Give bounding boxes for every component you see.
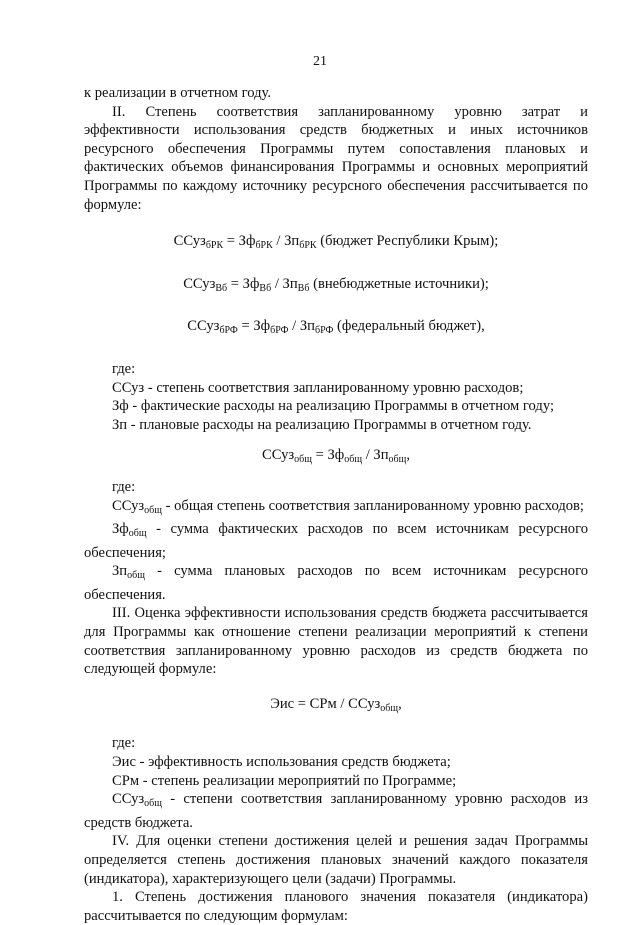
formula-brf: ССуз$_{бРФ}$ = $Зф_{бРФ} / Зп_{бРФ}$ (федеральный бюджет), <box>187 318 485 337</box>
section-4-paragraph: IV. Для оценки степени достижения целей и решения задач Программы определяется степень достижения плановых значений каждого показателя (индикатора), характеризующего цели (задачи) Программы. <box>84 833 588 887</box>
formula-vb: ССуз$_{Вб}$ = $Зф_{Вб} / Зп_{Вб}$ (внебюджетные источники); <box>183 275 489 294</box>
formula-brk: ССуз$_{бРК}$ = $Зф_{бРК} / Зп_{бРК}$ (бюджет Республики Крым); <box>173 233 499 252</box>
definition-ssuz: ССуз - степень соответствия запланированному уровню расходов; <box>112 379 524 396</box>
where-label-2: где: <box>112 478 136 495</box>
page-number: 21 <box>313 54 327 69</box>
formula-eis: Эис = СРм / ССуз$_{общ}$, <box>270 695 402 714</box>
definition-ssuz-budget: ССуз$_{общ}$ - степени соответствия запланированному уровню расходов из средств бюджета. <box>84 791 588 831</box>
section-3-paragraph: III. Оценка эффективности использования средств бюджета рассчитывается для Программы как отношение степени реализации мероприятий к степени соответствия запланированному уровню расходов из средств бюджета по следующей формуле: <box>84 605 588 678</box>
definition-eis: Эис - эффективность использования средств бюджета; <box>112 754 451 771</box>
formula-total: ССуз$_{общ}$ = $Зф_{общ} / Зп_{общ}$, <box>262 447 410 466</box>
definition-ssuz-total: ССуз$_{общ}$ - общая степень соответствия запланированному уровню расходов; <box>112 497 584 516</box>
intro-line: к реализации в отчетном году. <box>84 85 272 101</box>
definition-zf-total: $Зф_{общ}$ - сумма фактических расходов по всем источникам ресурсного обеспечения; <box>84 521 588 561</box>
where-label-3: где: <box>112 735 136 752</box>
section-2-paragraph: II. Степень соответствия запланированному уровню затрат и эффективности использования средств бюджетных и иных источников ресурсного обеспечения Программы путем сопоставления плановых и фактических объемов финансирования Программы и основных мероприятий Программы по каждому источнику ресурсного обеспечения рассчитывается по формуле: <box>84 103 588 213</box>
definition-zp-total: $Зп_{общ}$ - сумма плановых расходов по всем источникам ресурсного обеспечения. <box>84 563 588 603</box>
page-content <box>84 84 588 925</box>
definition-srm: СРм - степень реализации мероприятий по Программе; <box>112 772 457 789</box>
definition-zp: Зп - плановые расходы на реализацию Программы в отчетном году. <box>112 416 532 433</box>
item-1-paragraph: 1. Степень достижения планового значения показателя (индикатора) рассчитывается по следующим формулам: <box>84 889 588 924</box>
definition-zf: Зф - фактические расходы на реализацию Программы в отчетном году; <box>112 398 555 415</box>
where-label-1: где: <box>112 360 136 377</box>
